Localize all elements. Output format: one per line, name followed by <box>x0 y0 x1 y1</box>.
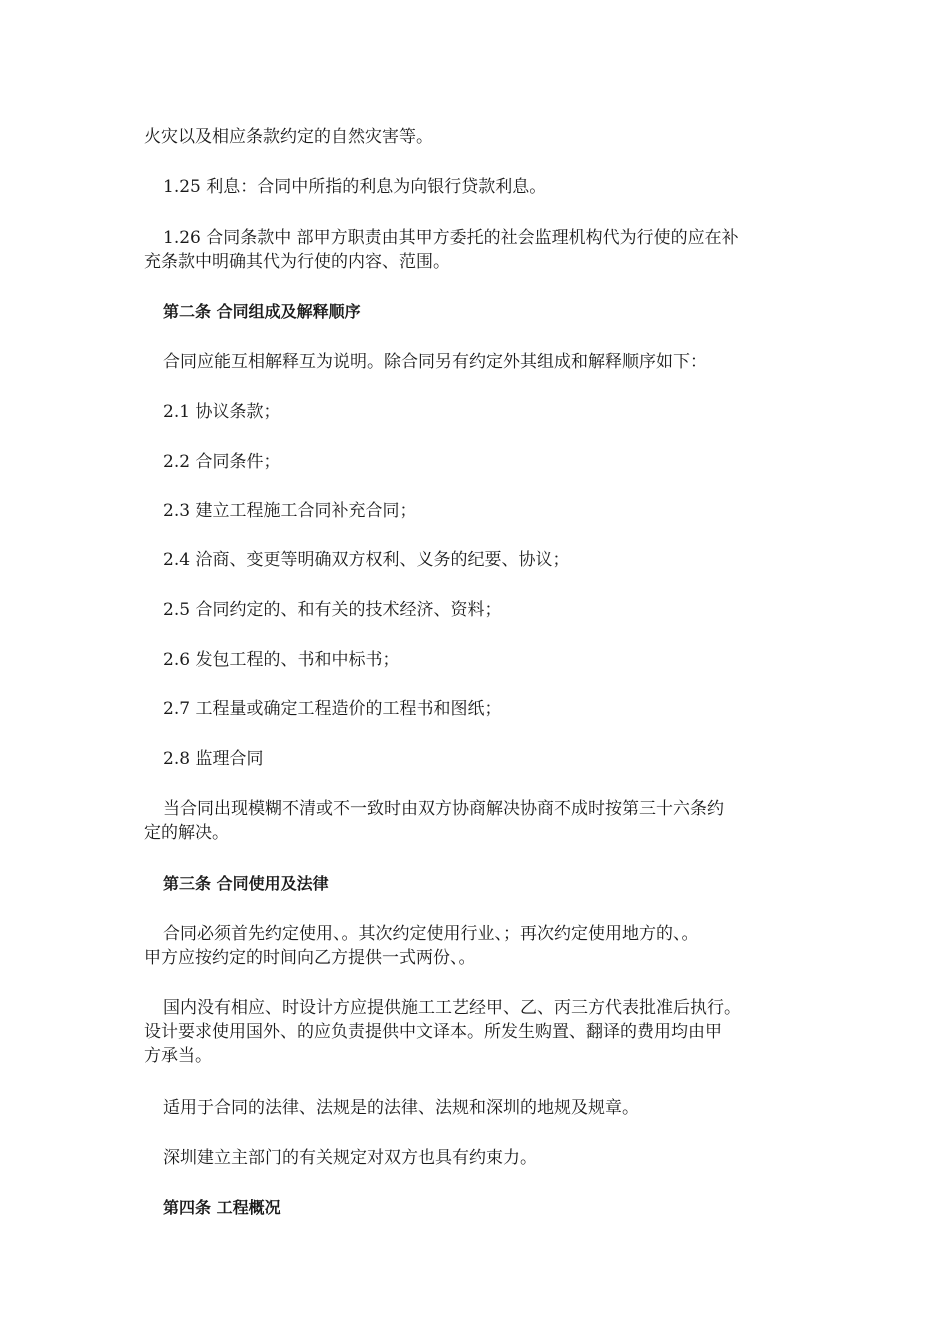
list-item-2-7 <box>144 697 833 721</box>
text-line: 1.25 利息：合同中所指的利息为向银行贷款利息。 <box>163 177 547 197</box>
heading-article-3 <box>144 872 833 896</box>
list-item-2-5 <box>144 598 833 622</box>
text-line: 当合同出现模糊不清或不一致时由双方协商解决协商不成时按第三十六条约 <box>163 799 724 819</box>
paragraph-usage-order <box>144 922 814 970</box>
text-line: 2.1 协议条款； <box>163 402 281 422</box>
text-line: 2.2 合同条件； <box>163 452 281 472</box>
text-line: 1.26 合同条款中 部甲方职责由其甲方委托的社会监理机构代为行使的应在补 <box>163 228 739 248</box>
paragraph-1-25 <box>144 175 833 199</box>
paragraph-binding <box>144 1146 833 1170</box>
text-line: 合同应能互相解释互为说明。除合同另有约定外其组成和解释顺序如下： <box>163 352 707 372</box>
text-line: 甲方应按约定的时间向乙方提供一式两份、。 <box>144 948 476 968</box>
text-line: 2.3 建立工程施工合同补充合同； <box>163 501 417 521</box>
list-item-2-6 <box>144 648 833 672</box>
paragraph-applicable-law <box>144 1096 833 1120</box>
list-item-2-3 <box>144 499 833 523</box>
heading-text: 第二条 合同组成及解释顺序 <box>163 302 361 321</box>
text-line: 国内没有相应、时设计方应提供施工工艺经甲、乙、丙三方代表批准后执行。 <box>163 998 741 1018</box>
text-line: 定的解决。 <box>144 823 229 843</box>
heading-text: 第四条 工程概况 <box>163 1198 281 1217</box>
list-item-2-2 <box>144 450 833 474</box>
text-line: 设计要求使用国外、的应负责提供中文译本。所发生购置、翻译的费用均由甲 <box>144 1022 722 1042</box>
text-line: 方承当。 <box>144 1046 212 1066</box>
text-line: 2.7 工程量或确定工程造价的工程书和图纸； <box>163 699 502 719</box>
list-item-2-1 <box>144 400 833 424</box>
text-line: 2.4 洽商、变更等明确双方权利、义务的纪要、协议； <box>163 550 570 570</box>
paragraph-ambiguity <box>144 797 814 845</box>
paragraph-contract-order <box>144 350 833 374</box>
list-item-2-8 <box>144 747 833 771</box>
text-line: 适用于合同的法律、法规是的法律、法规和深圳的地规及规章。 <box>163 1098 639 1118</box>
text-line: 合同必须首先约定使用、。其次约定使用行业、；再次约定使用地方的、。 <box>163 924 699 944</box>
heading-article-4 <box>144 1196 833 1220</box>
text-line: 2.5 合同约定的、和有关的技术经济、资料； <box>163 600 502 620</box>
paragraph-1-26 <box>144 226 814 274</box>
paragraph-disaster <box>144 125 814 149</box>
heading-text: 第三条 合同使用及法律 <box>163 874 329 893</box>
text-line: 深圳建立主部门的有关规定对双方也具有约束力。 <box>163 1148 537 1168</box>
text-line: 2.8 监理合同 <box>163 749 264 769</box>
paragraph-foreign-standards <box>144 996 814 1068</box>
text-line: 充条款中明确其代为行使的内容、范围。 <box>144 252 450 272</box>
list-item-2-4 <box>144 548 833 572</box>
heading-article-2 <box>144 300 833 324</box>
text-line: 火灾以及相应条款约定的自然灾害等。 <box>144 127 433 147</box>
text-line: 2.6 发包工程的、书和中标书； <box>163 650 400 670</box>
